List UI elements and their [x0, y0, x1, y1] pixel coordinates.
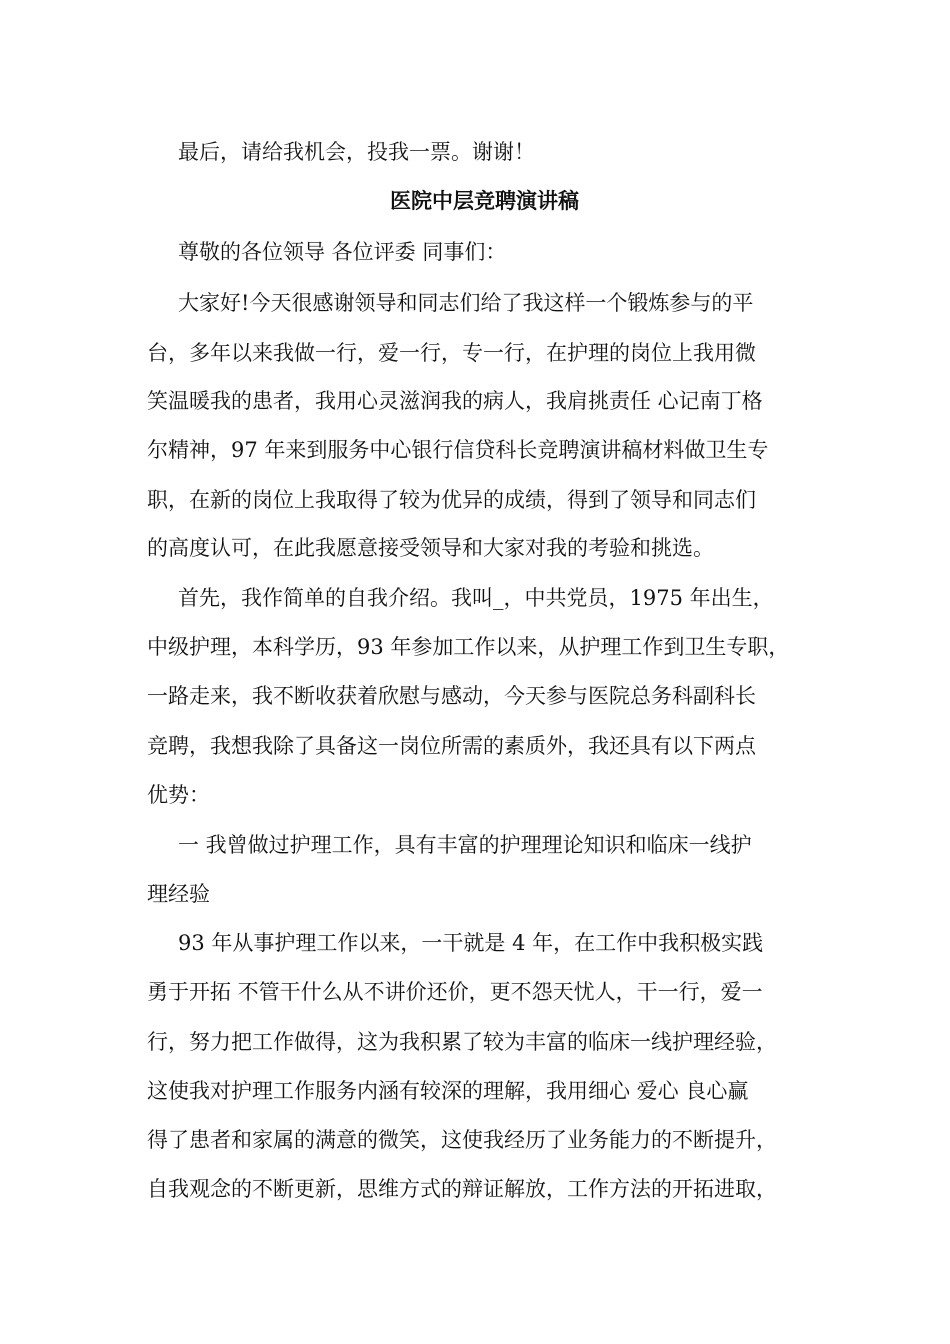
body-line: 职，在新的岗位上我取得了较为优异的成绩，得到了领导和同志们	[147, 488, 756, 512]
body-line: 93 年从事护理工作以来，一干就是 4 年，在工作中我积极实践	[178, 931, 764, 955]
body-line: 一路走来，我不断收获着欣慰与感动，今天参与医院总务科副科长	[147, 684, 756, 708]
document-title: 医院中层竞聘演讲稿	[390, 188, 579, 213]
body-line: 自我观念的不断更新，思维方式的辩证解放，工作方法的开拓进取，	[147, 1177, 777, 1201]
body-line: 理经验	[147, 882, 210, 906]
body-line: 尔精神，97 年来到服务中心银行信贷科长竞聘演讲稿材料做卫生专	[147, 438, 769, 462]
body-line: 首先，我作简单的自我介绍。我叫_，中共党员，1975 年出生，	[178, 586, 774, 610]
body-line: 勇于开拓 不管干什么从不讲价还价，更不怨天忧人，干一行，爱一	[147, 980, 763, 1004]
greeting-line: 尊敬的各位领导 各位评委 同事们：	[178, 240, 507, 264]
body-line: 大家好!今天很感谢领导和同志们给了我这样一个锻炼参与的平	[178, 291, 754, 315]
body-line: 台，多年以来我做一行，爱一行，专一行，在护理的岗位上我用微	[147, 341, 756, 365]
closing-line: 最后，请给我机会，投我一票。谢谢！	[178, 140, 535, 164]
body-line: 优势：	[147, 783, 210, 807]
body-line: 竞聘，我想我除了具备这一岗位所需的素质外，我还具有以下两点	[147, 734, 756, 758]
body-line: 笑温暖我的患者，我用心灵滋润我的病人，我肩挑责任 心记南丁格	[147, 389, 763, 413]
body-line: 中级护理，本科学历，93 年参加工作以来，从护理工作到卫生专职，	[147, 635, 790, 659]
body-line: 行，努力把工作做得，这为我积累了较为丰富的临床一线护理经验，	[147, 1030, 777, 1054]
body-line: 这使我对护理工作服务内涵有较深的理解，我用细心 爱心 良心赢	[147, 1079, 749, 1103]
body-line: 的高度认可，在此我愿意接受领导和大家对我的考验和挑选。	[147, 536, 714, 560]
body-line: 一 我曾做过护理工作，具有丰富的护理理论知识和临床一线护	[178, 833, 752, 857]
body-line: 得了患者和家属的满意的微笑，这使我经历了业务能力的不断提升，	[147, 1128, 777, 1152]
